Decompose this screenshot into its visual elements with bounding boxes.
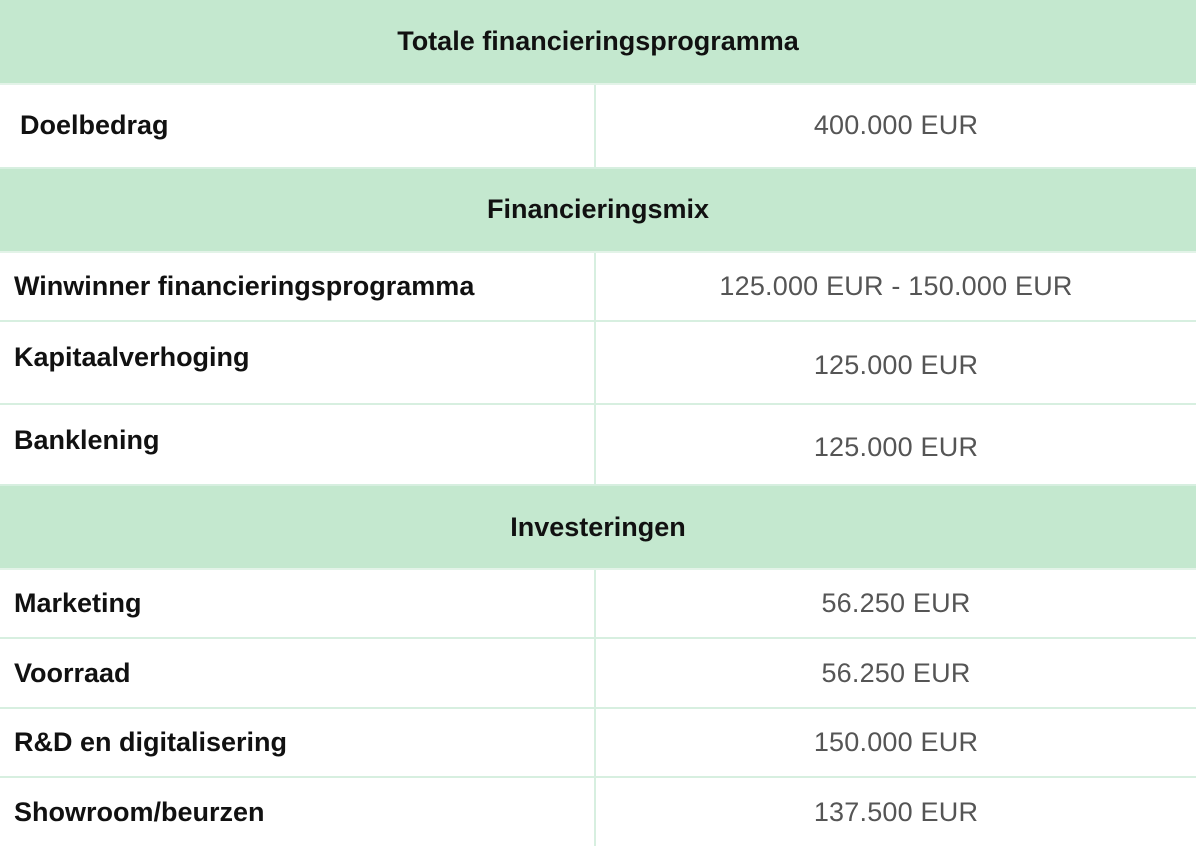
section-header-total	[0, 0, 1196, 85]
table-row	[0, 85, 1196, 169]
row-label-winwinner: Winwinner financieringsprogramma	[0, 253, 596, 320]
row-value-kapitaalverhoging: 125.000 EUR	[813, 349, 979, 380]
row-value-marketing: 56.250 EUR	[821, 588, 971, 619]
row-value-voorraad: 56.250 EUR	[821, 657, 971, 688]
section-title-mix: Financieringsmix	[486, 194, 710, 225]
section-title-investments: Investeringen	[510, 511, 686, 542]
table-row	[0, 570, 1196, 639]
row-value-doelbedrag: 400.000 EUR	[813, 110, 979, 141]
row-label-rd: R&D en digitalisering	[0, 709, 596, 776]
row-label-voorraad: Voorraad	[0, 639, 596, 707]
table-row	[0, 322, 1196, 405]
row-label-banklening: Banklening	[0, 405, 596, 485]
row-label-marketing: Marketing	[0, 570, 596, 637]
table-row	[0, 639, 1196, 709]
section-header-mix	[0, 169, 1196, 253]
row-value-banklening: 125.000 EUR	[813, 432, 979, 462]
section-title-total: Totale financieringsprogramma	[397, 25, 799, 56]
row-label-showroom: Showroom/beurzen	[0, 778, 596, 846]
row-value-showroom: 137.500 EUR	[813, 796, 979, 827]
table-row	[0, 778, 1196, 846]
table-row	[0, 709, 1196, 778]
table-row	[0, 405, 1196, 487]
section-header-investments	[0, 486, 1196, 570]
row-label-kapitaalverhoging: Kapitaalverhoging	[0, 322, 596, 403]
table-row	[0, 253, 1196, 322]
row-label-doelbedrag: Doelbedrag	[0, 85, 596, 167]
row-value-rd: 150.000 EUR	[813, 727, 979, 758]
row-value-winwinner: 125.000 EUR - 150.000 EUR	[719, 270, 1073, 301]
